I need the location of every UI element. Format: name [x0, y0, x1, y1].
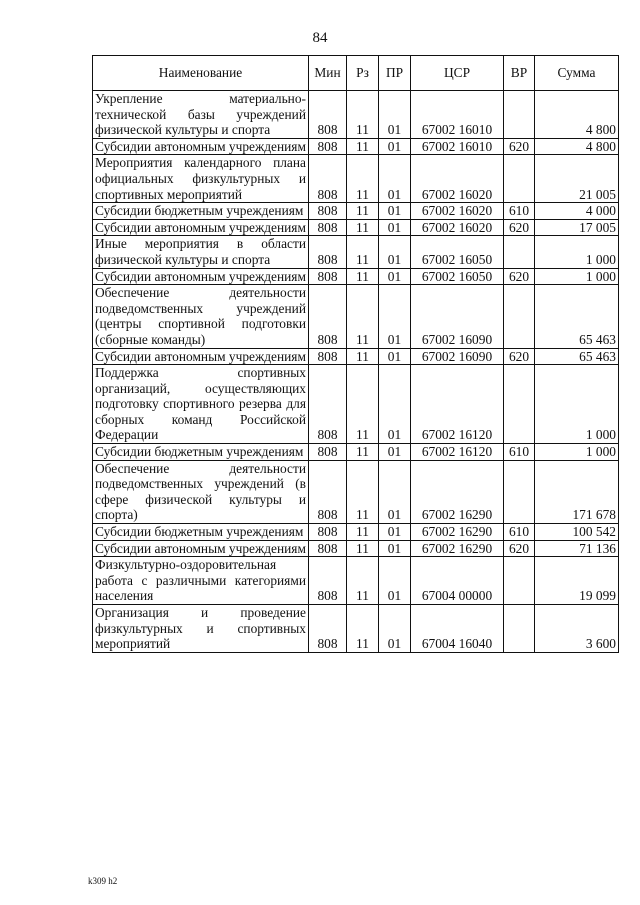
cell-csr: 67002 16020 — [411, 219, 504, 236]
cell-sum: 1 000 — [535, 236, 619, 268]
cell-name: Организация и проведение физкультурных и спортивных мероприятий — [93, 605, 309, 653]
header-name: Наименование — [93, 56, 309, 91]
cell-csr: 67002 16120 — [411, 365, 504, 444]
cell-min: 808 — [309, 557, 347, 605]
cell-pr: 01 — [379, 540, 411, 557]
table-row — [93, 524, 619, 541]
cell-min: 808 — [309, 460, 347, 523]
cell-name: Физкультурно-оздоровительная работа с различными категориями населения — [93, 557, 309, 605]
header-rz: Рз — [347, 56, 379, 91]
cell-vr — [504, 557, 535, 605]
table-row — [93, 444, 619, 461]
cell-name: Мероприятия календарного плана официальных физкультурных и спортивных мероприятий — [93, 155, 309, 203]
cell-pr: 01 — [379, 605, 411, 653]
cell-csr: 67002 16020 — [411, 203, 504, 220]
footer-code: k309 h2 — [88, 876, 118, 886]
cell-rz: 11 — [347, 138, 379, 155]
cell-vr — [504, 91, 535, 139]
cell-sum: 21 005 — [535, 155, 619, 203]
budget-table — [92, 55, 619, 653]
cell-sum: 4 800 — [535, 91, 619, 139]
cell-sum: 71 136 — [535, 540, 619, 557]
cell-name: Обеспечение деятельности подведомственных учреждений (центры спортивной подготовки (сборные команды) — [93, 285, 309, 348]
cell-vr: 610 — [504, 444, 535, 461]
cell-vr: 620 — [504, 268, 535, 285]
cell-vr — [504, 236, 535, 268]
table-row — [93, 268, 619, 285]
cell-vr: 620 — [504, 219, 535, 236]
cell-rz: 11 — [347, 91, 379, 139]
cell-sum: 17 005 — [535, 219, 619, 236]
cell-vr — [504, 365, 535, 444]
header-csr: ЦСР — [411, 56, 504, 91]
table-row — [93, 348, 619, 365]
header-sum: Сумма — [535, 56, 619, 91]
cell-pr: 01 — [379, 268, 411, 285]
cell-csr: 67002 16090 — [411, 348, 504, 365]
cell-pr: 01 — [379, 203, 411, 220]
cell-vr: 620 — [504, 138, 535, 155]
cell-sum: 65 463 — [535, 348, 619, 365]
cell-vr — [504, 155, 535, 203]
cell-vr: 620 — [504, 540, 535, 557]
cell-pr: 01 — [379, 557, 411, 605]
cell-min: 808 — [309, 285, 347, 348]
table-row — [93, 155, 619, 203]
page-number: 84 — [312, 30, 328, 46]
cell-min: 808 — [309, 365, 347, 444]
table-row — [93, 236, 619, 268]
cell-rz: 11 — [347, 348, 379, 365]
cell-sum: 4 800 — [535, 138, 619, 155]
cell-sum: 19 099 — [535, 557, 619, 605]
cell-name: Субсидии бюджетным учреждениям — [93, 444, 309, 461]
header-min: Мин — [309, 56, 347, 91]
cell-csr: 67002 16010 — [411, 138, 504, 155]
table-row — [93, 285, 619, 348]
cell-csr: 67002 16120 — [411, 444, 504, 461]
cell-rz: 11 — [347, 203, 379, 220]
header-pr: ПР — [379, 56, 411, 91]
header-vr: ВР — [504, 56, 535, 91]
cell-min: 808 — [309, 524, 347, 541]
cell-rz: 11 — [347, 557, 379, 605]
cell-csr: 67002 16010 — [411, 91, 504, 139]
cell-rz: 11 — [347, 540, 379, 557]
table-body — [93, 91, 619, 653]
table-row — [93, 219, 619, 236]
cell-pr: 01 — [379, 524, 411, 541]
cell-min: 808 — [309, 236, 347, 268]
cell-sum: 1 000 — [535, 268, 619, 285]
cell-csr: 67002 16290 — [411, 540, 504, 557]
cell-pr: 01 — [379, 219, 411, 236]
cell-sum: 1 000 — [535, 365, 619, 444]
cell-vr: 610 — [504, 203, 535, 220]
cell-sum: 3 600 — [535, 605, 619, 653]
table-row — [93, 203, 619, 220]
cell-min: 808 — [309, 203, 347, 220]
cell-name: Субсидии автономным учреждениям — [93, 219, 309, 236]
cell-min: 808 — [309, 219, 347, 236]
cell-rz: 11 — [347, 460, 379, 523]
cell-min: 808 — [309, 444, 347, 461]
cell-csr: 67002 16090 — [411, 285, 504, 348]
cell-min: 808 — [309, 91, 347, 139]
cell-name: Укрепление материально-технической базы учреждений физической культуры и спорта — [93, 91, 309, 139]
cell-csr: 67002 16290 — [411, 524, 504, 541]
cell-csr: 67002 16050 — [411, 236, 504, 268]
cell-name: Субсидии автономным учреждениям — [93, 540, 309, 557]
cell-vr: 610 — [504, 524, 535, 541]
cell-pr: 01 — [379, 460, 411, 523]
cell-csr: 67002 16050 — [411, 268, 504, 285]
cell-pr: 01 — [379, 285, 411, 348]
cell-rz: 11 — [347, 444, 379, 461]
cell-vr — [504, 285, 535, 348]
cell-min: 808 — [309, 540, 347, 557]
cell-csr: 67004 16040 — [411, 605, 504, 653]
cell-min: 808 — [309, 605, 347, 653]
cell-min: 808 — [309, 268, 347, 285]
cell-csr: 67004 00000 — [411, 557, 504, 605]
cell-rz: 11 — [347, 365, 379, 444]
cell-name: Субсидии автономным учреждениям — [93, 138, 309, 155]
table-row — [93, 138, 619, 155]
cell-pr: 01 — [379, 365, 411, 444]
cell-rz: 11 — [347, 236, 379, 268]
table-row — [93, 557, 619, 605]
cell-vr — [504, 605, 535, 653]
cell-pr: 01 — [379, 348, 411, 365]
cell-pr: 01 — [379, 138, 411, 155]
table-row — [93, 460, 619, 523]
cell-rz: 11 — [347, 268, 379, 285]
cell-name: Иные мероприятия в области физической культуры и спорта — [93, 236, 309, 268]
cell-name: Субсидии автономным учреждениям — [93, 348, 309, 365]
cell-pr: 01 — [379, 91, 411, 139]
cell-name: Субсидии бюджетным учреждениям — [93, 524, 309, 541]
cell-min: 808 — [309, 138, 347, 155]
cell-name: Субсидии автономным учреждениям — [93, 268, 309, 285]
table-row — [93, 91, 619, 139]
cell-rz: 11 — [347, 605, 379, 653]
table-row — [93, 540, 619, 557]
cell-rz: 11 — [347, 285, 379, 348]
cell-sum: 65 463 — [535, 285, 619, 348]
cell-vr: 620 — [504, 348, 535, 365]
table-row — [93, 605, 619, 653]
cell-pr: 01 — [379, 155, 411, 203]
cell-sum: 1 000 — [535, 444, 619, 461]
cell-csr: 67002 16020 — [411, 155, 504, 203]
cell-name: Поддержка спортивных организаций, осуществляющих подготовку спортивного резерва для сборных команд Российской Федерации — [93, 365, 309, 444]
cell-name: Обеспечение деятельности подведомственных учреждений (в сфере физической культуры и спорта) — [93, 460, 309, 523]
cell-rz: 11 — [347, 524, 379, 541]
cell-pr: 01 — [379, 236, 411, 268]
cell-sum: 100 542 — [535, 524, 619, 541]
cell-rz: 11 — [347, 219, 379, 236]
cell-pr: 01 — [379, 444, 411, 461]
cell-min: 808 — [309, 155, 347, 203]
cell-csr: 67002 16290 — [411, 460, 504, 523]
header-row — [93, 56, 619, 91]
cell-sum: 171 678 — [535, 460, 619, 523]
cell-vr — [504, 460, 535, 523]
cell-rz: 11 — [347, 155, 379, 203]
cell-sum: 4 000 — [535, 203, 619, 220]
table-row — [93, 365, 619, 444]
cell-name: Субсидии бюджетным учреждениям — [93, 203, 309, 220]
cell-min: 808 — [309, 348, 347, 365]
